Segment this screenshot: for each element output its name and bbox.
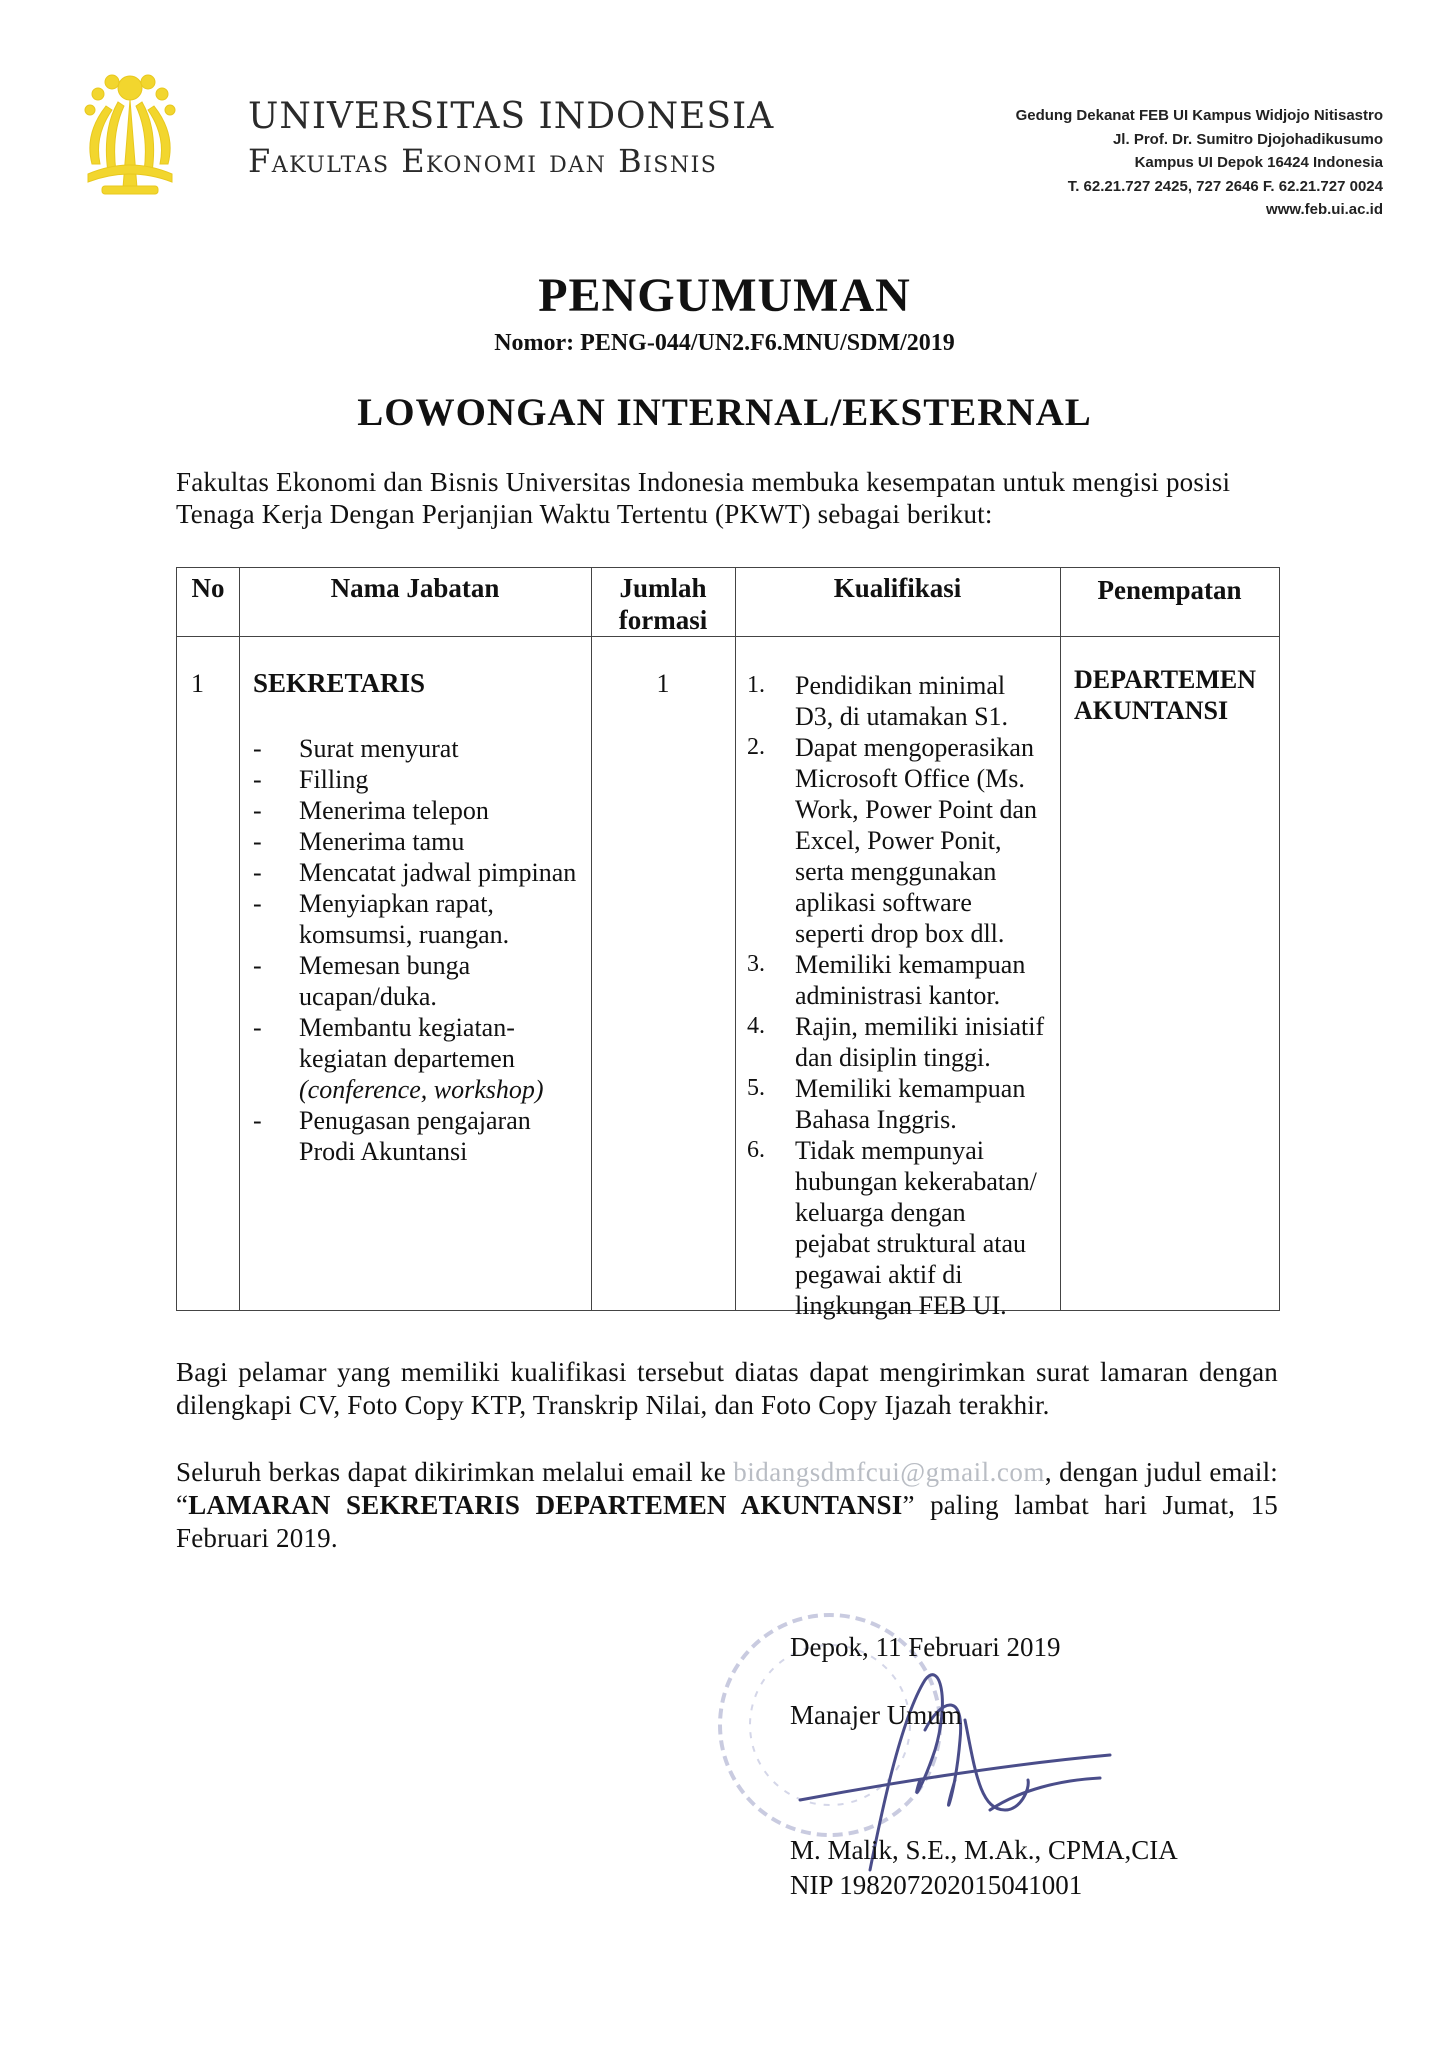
task-item: - Penugasan pengajaran Prodi Akuntansi [253,1106,531,1166]
task-item: - Filling [253,765,369,794]
header-count-line: Jumlah [619,573,707,603]
signer-nip: NIP 198207202015041001 [790,1870,1083,1900]
qualification-item: 6. Tidak mempunyai hubungan kekerabatan/ keluarga dengan pejabat struktural atau pegawai aktif di lingkungan FEB UI. [747,1136,1037,1320]
qualification-list [747,670,1047,1321]
document-number: Nomor: PENG-044/UN2.F6.MNU/SDM/2019 [494,330,955,356]
task-item: - Memesan bunga ucapan/duka. [253,951,471,1011]
header-count [591,572,735,636]
task-item: - Menyiapkan rapat, komsumsi, ruangan. [253,889,510,949]
submission-paragraph: Seluruh berkas dapat dikirimkan melalui email ke bidangsdmfcui@gmail.com, dengan judul email: “LAMARAN SEKRETARIS DEPARTEMEN AKUNTANSI” paling lambat hari Jumat, 15 Februari 2019. [176,1457,1278,1553]
task-item: - Menerima telepon [253,796,489,825]
place-date: Depok, 11 Februari 2019 [790,1632,1061,1662]
application-paragraph: Bagi pelamar yang memiliki kualifikasi tersebut diatas dapat mengirimkan surat lamaran dengan dilengkapi CV, Foto Copy KTP, Transkrip Nilai, dan Foto Copy Ijazah terakhir. [176,1357,1278,1420]
qualification-item: 5. Memiliki kemampuan Bahasa Inggris. [747,1074,1026,1134]
university-name: UNIVERSITAS INDONESIA [248,96,775,137]
row-no: 1 [191,669,204,698]
qualification-item: 4. Rajin, memiliki inisiatif dan disiplin tinggi. [747,1012,1045,1072]
task-item: - Mencatat jadwal pimpinan [253,858,577,887]
website: www.feb.ui.ac.id [1266,201,1383,218]
placement-line: DEPARTEMEN [1074,665,1257,694]
header-count-line: formasi [618,605,708,635]
vacancy-table [176,567,1280,1320]
qualification-item: 2. Dapat mengoperasikan Microsoft Office (Ms. Work, Power Point dan Excel, Power Ponit, serta menggunakan aplikasi software seperti drop box dll. [747,733,1037,948]
header-position: Nama Jabatan [330,573,500,603]
signer-role: Manajer Umum [790,1700,962,1730]
signer-name: M. Malik, S.E., M.Ak., CPMA,CIA [790,1835,1178,1865]
task-note: (conference, workshop) [299,1075,544,1104]
row-count: 1 [656,669,670,698]
qualification-item: 1. Pendidikan minimal D3, di utamakan S1. [747,671,1009,731]
faculty-name: Fakultas Ekonomi dan Bisnis [248,142,718,180]
task-item: - Surat menyurat [253,734,459,763]
header-no: No [191,573,225,603]
address-line: Jl. Prof. Dr. Sumitro Djojohadikusumo [1112,130,1383,148]
placement-line: AKUNTANSI [1074,696,1229,725]
document-title: PENGUMUMAN [538,269,911,322]
email-subject: LAMARAN SEKRETARIS DEPARTEMEN AKUNTANSI [188,1490,903,1520]
position-title: SEKRETARIS [253,668,426,698]
email-link[interactable]: bidangsdmfcui@gmail.com [733,1457,1045,1487]
qualification-item: 3. Memiliki kemampuan administrasi kantor. [747,950,1026,1010]
header-placement: Penempatan [1097,575,1242,605]
address-line: Kampus UI Depok 16424 Indonesia [1134,154,1383,171]
intro-paragraph: Fakultas Ekonomi dan Bisnis Universitas Indonesia membuka kesempatan untuk mengisi posisi Tenaga Kerja Dengan Perjanjian Waktu Tertentu (PKWT) sebagai berikut: [176,467,1231,529]
university-logo [78,60,183,200]
task-item: - Membantu kegiatan-kegiatan departemen (conference, workshop) [253,1013,544,1104]
task-item: - Menerima tamu [253,827,465,856]
header-qualification: Kualifikasi [833,573,962,603]
task-list [253,733,578,1167]
placement [1074,664,1256,726]
address-line: T. 62.21.727 2425, 727 2646 F. 62.21.727 0024 [1067,177,1383,195]
address-line: Gedung Dekanat FEB UI Kampus Widjojo Nitisastro [1015,107,1383,124]
document-subtitle: LOWONGAN INTERNAL/EKSTERNAL [357,391,1092,434]
address-block [1016,104,1383,222]
